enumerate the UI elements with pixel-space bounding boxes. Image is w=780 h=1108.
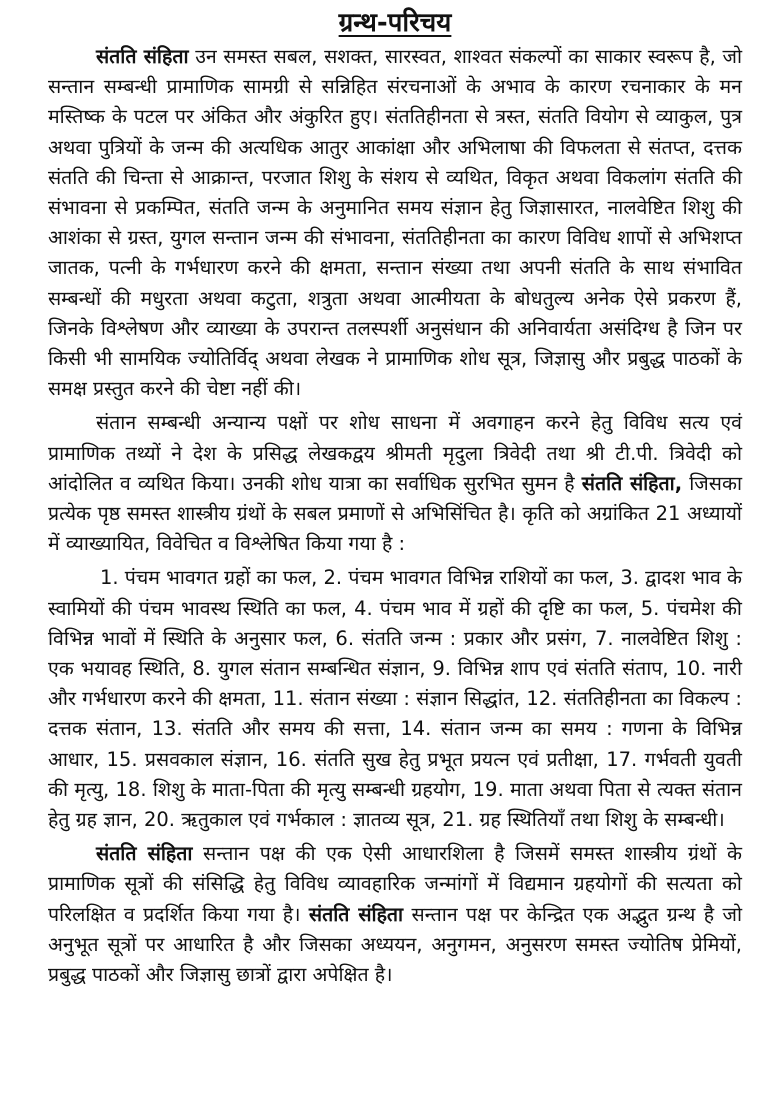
paragraph-text: संतान सम्बन्धी अन्यान्य पक्षों पर शोध साधना में अवगाहन करने हेतु विविध सत्य एवं प्रामाणिक तथ्यों ने देश के प्रसिद्ध लेखकद्वय श्रीमती मृदुला त्रिवेदी तथा श्री टी.पी. त्रिवेदी को आंदोलित व व्यथित किया। उनकी शोध यात्रा का सर्वाधिक सुरभित सुमन है (48, 411, 742, 495)
book-title-bold: संतति संहिता (308, 902, 404, 926)
page-title: ग्रन्थ-परिचय (338, 8, 452, 38)
book-title-bold: संतति संहिता (96, 45, 189, 68)
book-title-bold: संतति संहिता, (581, 471, 683, 495)
chapter-list-text: 1. पंचम भावगत ग्रहों का फल, 2. पंचम भावगत विभिन्न राशियों का फल, 3. द्वादश भाव के स्वामियों की पंचम भावस्थ स्थिति का फल, 4. पंचम भाव में ग्रहों की दृष्टि का फल, 5. पंचमेश की विभिन्न भावों में स्थिति के अनुसार फल, 6. संतति जन्म : प्रकार और प्रसंग, 7. नालवेष्टित शिशु : एक भयावह स्थिति, 8. युगल संतान सम्बन्धित संज्ञान, 9. विभिन्न शाप एवं संतति संताप, 10. नारी और गर्भधारण करने की क्षमता, 11. संतान संख्या : संज्ञान सिद्धांत, 12. संततिहीनता का विकल्प : दत्तक संतान, 13. संतति और समय की सत्ता, 14. संतान जन्म का समय : गणना के विभिन्न आधार, 15. प्रसवकाल संज्ञान, 16. संतति सुख हेतु प्रभूत प्रयत्न एवं प्रतीक्षा, 17. गर्भवती युवती की मृत्यु, 18. शिशु के माता-पिता की मृत्यु सम्बन्धी ग्रहयोग, 19. माता अथवा पिता से त्यक्त संतान हेतु ग्रह ज्ञान, 20. ऋतुकाल एवं गर्भकाल : ज्ञातव्य सूत्र, 21. ग्रह स्थितियाँ तथा शिशु के सम्बन्धी। (48, 566, 742, 832)
book-title-bold: संतति संहिता (96, 842, 193, 866)
paragraph-text: सन्तान पक्ष की एक ऐसी आधारशिला है जिसमें समस्त शास्त्रीय ग्रंथों के प्रामाणिक सूत्रों की संसिद्धि हेतु विविध व्यावहारिक जन्मांगों में विद्यमान ग्रहयोगों की सत्यता को परिलक्षित व प्रदर्शित किया गया है। (48, 842, 742, 926)
paragraph-text: उन समस्त सबल, सशक्त, सारस्वत, शाश्वत संकल्पों का साकार स्वरूप है, जो सन्तान सम्बन्धी प्रामाणिक सामग्री से सन्निहित संरचनाओं के अभाव के कारण रचनाकार के मन मस्तिष्क के पटल पर अंकित और अंकुरित हुए। संततिहीनता से त्रस्त, संतति वियोग से व्याकुल, पुत्र अथवा पुत्रियों के जन्म की अत्यधिक आतुर आकांक्षा और अभिलाषा की विफलता से संतप्त, दत्तक संतति की चिन्ता से आक्रान्त, परजात शिशु के संशय से व्यथित, विकृत अथवा विकलांग संतति की संभावना से प्रकम्पित, संतति जन्म के अनुमानित समय संज्ञान हेतु जिज्ञासारत, नालवेष्टित शिशु की आशंका से ग्रस्त, युगल सन्तान जन्म की संभावना, संततिहीनता का कारण विविध शापों से अभिशप्त जातक, पत्नी के गर्भधारण करने की क्षमता, सन्तान संख्या तथा अपनी संतति के साथ संभावित सम्बन्धों की मधुरता अथवा कटुता, शत्रुता अथवा आत्मीयता के बोधतुल्य अनेक ऐसे प्रकरण हैं, जिनके विश्लेषण और व्याख्या के उपरान्त तलस्पर्शी अनुसंधान की अनिवार्यता असंदिग्ध है जिन पर किसी भी सामयिक ज्योतिर्विद् अथवा लेखक ने प्रामाणिक शोध सूत्र, जिज्ञासु और प्रबुद्ध पाठकों के समक्ष प्रस्तुत करने की चेष्टा नहीं की। (48, 45, 742, 401)
paragraph-authors (48, 408, 742, 559)
paragraph-chapter-list (48, 563, 742, 835)
paragraph-conclusion (48, 839, 742, 990)
paragraph-text: सन्तान पक्ष पर केन्द्रित एक अद्भुत ग्रन्थ है जो अनुभूत सूत्रों पर आधारित है और जिसका अध्ययन, अनुगमन, अनुसरण समस्त ज्योतिष प्रेमियों, प्रबुद्ध पाठकों और जिज्ञासु छात्रों द्वारा अपेक्षित है। (48, 902, 742, 987)
paragraph-text: जिसका प्रत्येक पृष्ठ समस्त शास्त्रीय ग्रंथों के सबल प्रमाणों से अभिसिंचित है। कृति को अग्रांकित 21 अध्यायों में व्याख्यायित, विवेचित व विश्लेषित किया गया है : (48, 471, 742, 556)
paragraph-introduction (48, 42, 742, 404)
